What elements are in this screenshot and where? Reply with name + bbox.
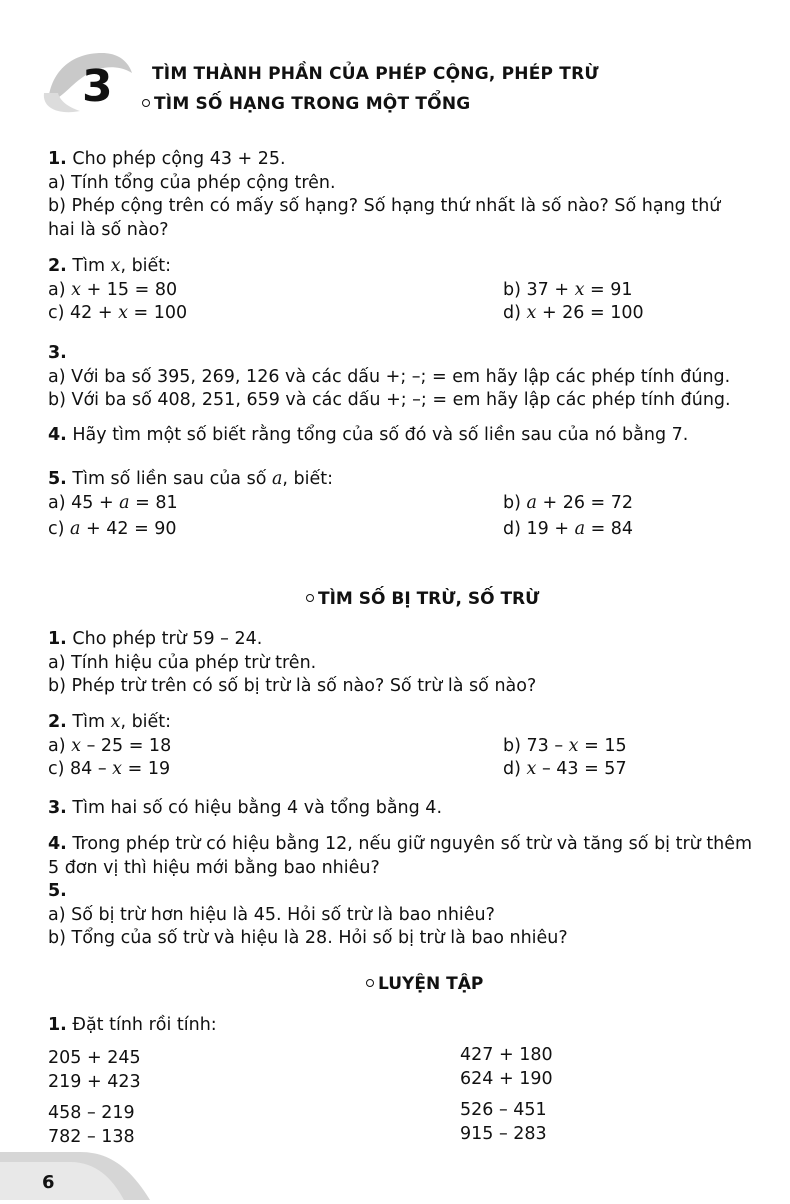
p1-q3: 3. a) Với ba số 395, 269, 126 và các dấu +; –; = em hãy lập các phép tính đúng. b) Với ba số 408, 251, 659 và các dấu +; –; = em hãy lập các phép tính đúng. (48, 343, 731, 410)
lesson-number: 3 (82, 61, 113, 112)
p1-q1: 1. Cho phép cộng 43 + 25. a) Tính tổng của phép cộng trên. b) Phép cộng trên có mấy số hạng? Số hạng thứ nhất là số nào? Số hạng thứ hai là số nào? (48, 149, 721, 240)
p1-q2: 2. Tìm x, biết: a) x + 15 = 80 b) 37 + x = 91 c) 42 + x = 100 d) x + 26 = 100 (48, 256, 644, 323)
p2-q2: 2. Tìm x, biết: a) x – 25 = 18 b) 73 – x = 15 c) 84 – x = 19 d) x – 43 = 57 (48, 712, 627, 779)
p2-q3: 3. Tìm hai số có hiệu bằng 4 và tổng bằng 4. (48, 798, 443, 818)
p1-q5: 5. Tìm số liền sau của số a, biết: a) 45 + a = 81 b) a + 26 = 72 c) a + 42 = 90 d) 19 + a = 84 (48, 469, 634, 539)
p3-col-left-2: 458 – 219 782 – 138 (48, 1103, 135, 1147)
lesson-title-line1: TÌM THÀNH PHẦN CỦA PHÉP CỘNG, PHÉP TRỪ (152, 64, 599, 84)
p3-col-left-1: 205 + 245 219 + 423 (48, 1048, 141, 1092)
page-number-tab (0, 1140, 160, 1200)
bullet-icon (142, 99, 150, 107)
bullet-icon (306, 594, 314, 602)
bullet-icon (366, 979, 374, 987)
page-number: 6 (42, 1172, 55, 1193)
p2-q1: 1. Cho phép trừ 59 – 24. a) Tính hiệu của phép trừ trên. b) Phép trừ trên có số bị trừ là số nào? Số trừ là số nào? (48, 629, 537, 696)
p3-col-right-2: 526 – 451 915 – 283 (460, 1100, 547, 1144)
section-title-practice: LUYỆN TẬP (366, 974, 483, 994)
p2-q5: 5. a) Số bị trừ hơn hiệu là 45. Hỏi số trừ là bao nhiêu? b) Tổng của số trừ và hiệu là 28. Hỏi số bị trừ là bao nhiêu? (48, 881, 568, 948)
section-title-subtraction: TÌM SỐ BỊ TRỪ, SỐ TRỪ (306, 589, 539, 609)
p2-q4: 4. Trong phép trừ có hiệu bằng 12, nếu giữ nguyên số trừ và tăng số bị trừ thêm 5 đơn vị thì hiệu mới bằng bao nhiêu? (48, 834, 753, 878)
p3-q1: 1. Đặt tính rồi tính: (48, 1015, 217, 1035)
p1-q4: 4. Hãy tìm một số biết rằng tổng của số đó và số liền sau của nó bằng 7. (48, 425, 689, 445)
lesson-number-badge (40, 45, 150, 117)
lesson-title-line2: TÌM SỐ HẠNG TRONG MỘT TỔNG (142, 94, 470, 114)
p3-col-right-1: 427 + 180 624 + 190 (460, 1045, 553, 1089)
